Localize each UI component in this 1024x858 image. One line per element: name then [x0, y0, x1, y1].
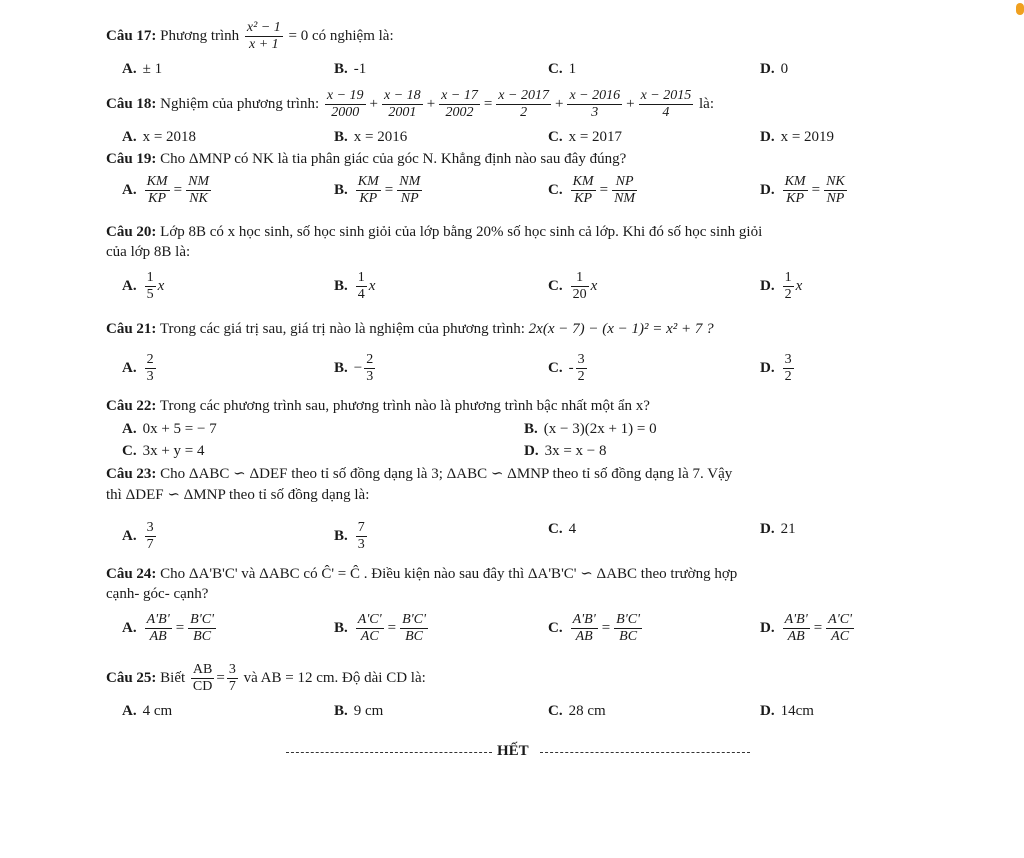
corner-mark — [1016, 3, 1024, 15]
option-b[interactable]: B. − $\frac{2}{3}$ — [334, 352, 374, 384]
question-text: cạnh- góc- cạnh? — [106, 586, 209, 602]
question-label: Câu 25: — [106, 669, 157, 686]
option-c[interactable]: C. $\frac{A'B'}{AB}$ = $\frac{B'C'}{BC}$ — [548, 612, 641, 644]
question-text: có nghiệm là: — [311, 27, 394, 44]
end-divider-left — [286, 752, 492, 753]
option-c[interactable]: C. x = 2017 — [548, 129, 623, 145]
option-a[interactable]: A. x = 2018 — [122, 129, 197, 145]
option-d[interactable]: D. 3x = x − 8 — [524, 443, 607, 459]
option-b[interactable]: B. -1 — [334, 61, 367, 77]
fraction: $\frac{x - 2016}{3}$ — [569, 88, 621, 120]
question-20-cont — [106, 243, 190, 261]
question-22 — [106, 397, 650, 415]
option-a[interactable]: A. $\frac{1}{5}$ x — [122, 270, 165, 302]
question-18: Câu 18: Nghiệm của phương trình: $\frac{x - 19}{2000}$ + $\frac{x - 18}{2001}$ + $\frac{x - 17}{2002}$ = $\frac{x - 2017}{2}$ + $\frac{x - 2016}{3}$ + $\frac{x - 2015}{4}$ là: — [106, 88, 714, 120]
fraction: $\frac{x - 17}{2002}$ — [441, 88, 478, 120]
equation: 2x(x − 7) − (x − 1)² = x² + 7 ? — [528, 321, 714, 337]
option-c[interactable]: C. $\frac{1}{20}$ x — [548, 270, 598, 302]
question-label: Câu 18: — [106, 95, 157, 112]
option-a[interactable]: A. 4 cm — [122, 703, 173, 719]
question-text: Trong các giá trị sau, giá trị nào là nghiệm của phương trình: — [159, 321, 525, 337]
option-c[interactable]: C. $\frac{KM}{KP}$ = $\frac{NP}{NM}$ — [548, 174, 636, 206]
question-text: Cho ΔABC ∽ ΔDEF theo tỉ số đồng dạng là 3; ΔABC ∽ ΔMNP theo tỉ số đồng dạng là 7. Vậy — [160, 466, 733, 482]
option-b[interactable]: B. $\frac{A'C'}{AC}$ = $\frac{B'C'}{BC}$ — [334, 612, 427, 644]
option-b[interactable]: B. 9 cm — [334, 703, 384, 719]
option-b[interactable]: B. $\frac{KM}{KP}$ = $\frac{NM}{NP}$ — [334, 174, 421, 206]
fraction: $\frac{x - 18}{2001}$ — [384, 88, 421, 120]
question-text: Cho ΔMNP có NK là tia phân giác của góc N. Khẳng định nào sau đây đúng? — [160, 151, 627, 167]
question-text: Biết — [160, 669, 186, 686]
question-text: và AB = 12 cm. Độ dài CD là: — [243, 669, 426, 686]
option-a[interactable]: A. $\frac{3}{7}$ — [122, 520, 154, 552]
question-label: Câu 19: — [106, 151, 157, 167]
option-b[interactable]: B. $\frac{1}{4}$ x — [334, 270, 376, 302]
fraction: $\frac{AB}{CD}$ — [192, 662, 213, 694]
question-label: Câu 21: — [106, 321, 157, 337]
option-c[interactable]: C. 4 — [548, 521, 577, 537]
question-text: là: — [699, 95, 714, 112]
option-d[interactable]: D. 21 — [760, 521, 796, 537]
question-24 — [106, 565, 737, 583]
option-d[interactable]: D. $\frac{KM}{KP}$ = $\frac{NK}{NP}$ — [760, 174, 845, 206]
option-d[interactable]: D. x = 2019 — [760, 129, 835, 145]
option-a[interactable]: A. ± 1 — [122, 61, 163, 77]
option-b[interactable]: B. x = 2016 — [334, 129, 408, 145]
fraction: $\frac{x - 19}{2000}$ — [326, 88, 364, 120]
option-a[interactable]: A. $\frac{KM}{KP}$ = $\frac{NM}{NK}$ — [122, 174, 210, 206]
question-20 — [106, 223, 762, 241]
question-label: Câu 17: — [106, 27, 157, 44]
question-label: Câu 22: — [106, 398, 157, 414]
fraction: $\frac{\text{x² − 1}}{x + 1}$ — [246, 20, 281, 52]
option-a[interactable]: A. $\frac{A'B'}{AB}$ = $\frac{B'C'}{BC}$ — [122, 612, 215, 644]
option-a[interactable]: A. $\frac{2}{3}$ — [122, 352, 154, 384]
option-d[interactable]: D. $\frac{A'B'}{AB}$ = $\frac{A'C'}{AC}$ — [760, 612, 853, 644]
question-text: Lớp 8B có x học sinh, số học sinh giỏi của lớp bằng 20% số học sinh cả lớp. Khi đó số học sinh giỏi — [160, 224, 763, 240]
question-23-cont — [106, 486, 369, 504]
question-25: Câu 25: Biết $\frac{AB}{CD}$ = $\frac{3}{7}$ và AB = 12 cm. Độ dài CD là: — [106, 662, 426, 694]
option-c[interactable]: C. 1 — [548, 61, 577, 77]
question-text: Trong các phương trình sau, phương trình nào là phương trình bậc nhất một ẩn x? — [159, 398, 650, 414]
option-a[interactable]: A. 0x + 5 = − 7 — [122, 421, 217, 437]
option-d[interactable]: D. $\frac{1}{2}$ x — [760, 270, 803, 302]
option-c[interactable]: C. 28 cm — [548, 703, 606, 719]
question-24-cont — [106, 585, 208, 603]
option-c[interactable]: C. 3x + y = 4 — [122, 443, 205, 459]
option-b[interactable]: B. (x − 3)(2x + 1) = 0 — [524, 421, 657, 437]
question-text: Cho ΔA'B'C' và ΔABC có Ĉ' = Ĉ . Điều kiện nào sau đây thì ΔA'B'C' ∽ ΔABC theo trường hợp — [160, 566, 738, 582]
option-d[interactable]: D. $\frac{3}{2}$ — [760, 352, 792, 384]
fraction: $\frac{x - 2015}{4}$ — [640, 88, 692, 120]
option-d[interactable]: D. 0 — [760, 61, 789, 77]
fraction: $\frac{3}{7}$ — [228, 662, 236, 694]
end-divider-right — [540, 752, 750, 753]
option-c[interactable]: C. - $\frac{3}{2}$ — [548, 352, 585, 384]
equation-part: = 0 — [288, 27, 309, 44]
question-text: của lớp 8B là: — [106, 244, 191, 260]
fraction: $\frac{x - 2017}{2}$ — [498, 88, 549, 120]
question-text: Phương trình — [160, 27, 240, 44]
question-label: Câu 24: — [106, 566, 157, 582]
question-21 — [106, 320, 714, 338]
question-17 — [106, 20, 394, 53]
question-label: Câu 23: — [106, 466, 157, 482]
question-19 — [106, 150, 626, 168]
question-text: thì ΔDEF ∽ ΔMNP theo tỉ số đồng dạng là: — [106, 487, 370, 503]
question-label: Câu 20: — [106, 224, 157, 240]
option-b[interactable]: B. $\frac{7}{3}$ — [334, 520, 365, 552]
question-text: Nghiệm của phương trình: — [160, 95, 320, 112]
option-d[interactable]: D. 14cm — [760, 703, 814, 719]
end-label: HẾT — [497, 743, 529, 759]
question-23 — [106, 465, 732, 483]
